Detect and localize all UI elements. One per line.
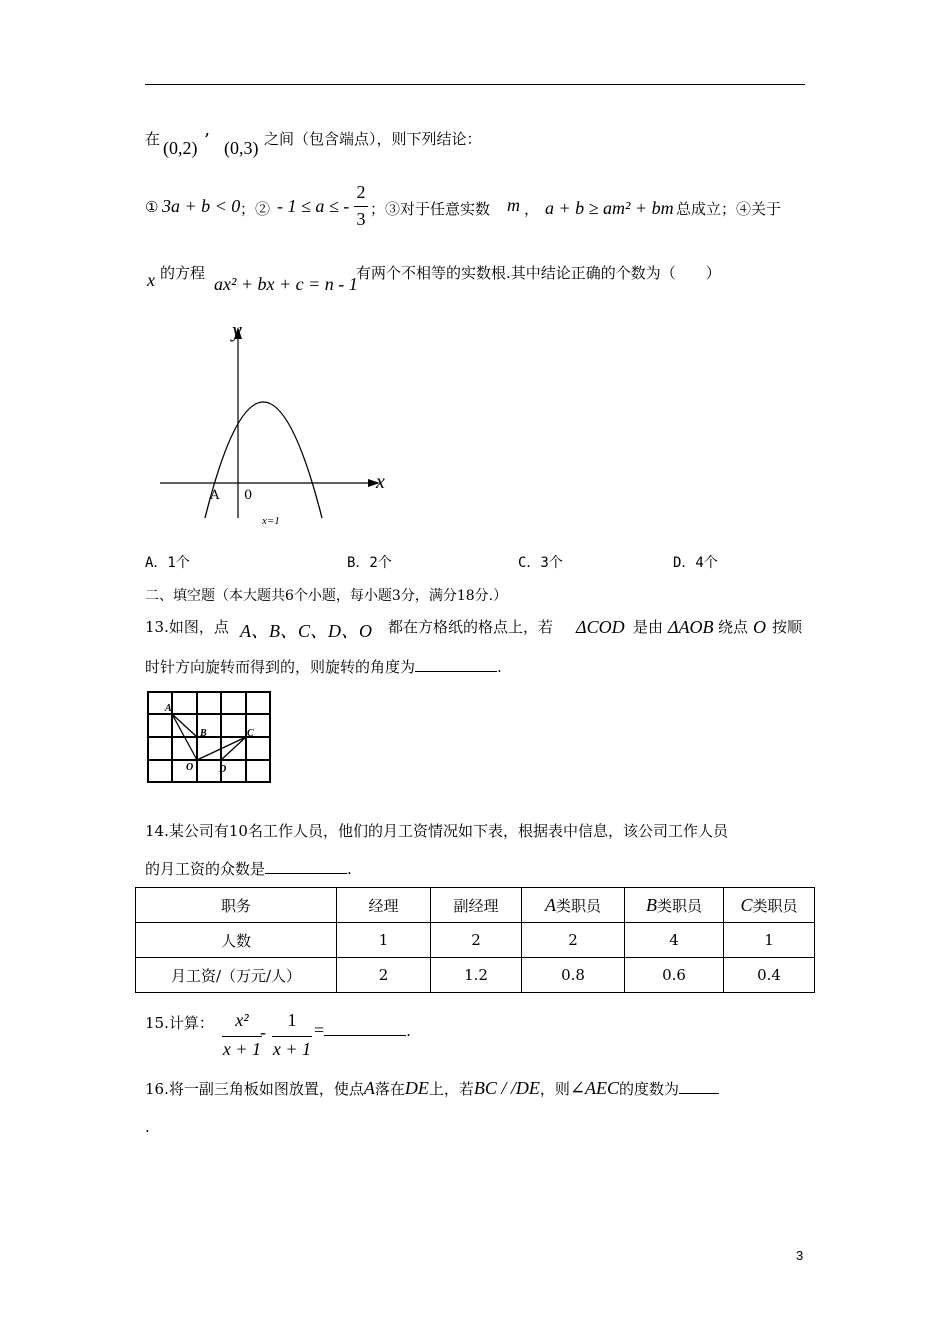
q16-line: 16.将一副三角板如图放置，使点A落在DE上，若BC / /DE，则∠AEC的度数为 bbox=[145, 1078, 719, 1099]
answer-blank[interactable] bbox=[415, 671, 497, 672]
q12-line1-suffix: 之间（包含端点），则下列结论： bbox=[264, 130, 482, 148]
point-a-label: A bbox=[210, 488, 220, 503]
option-c[interactable]: C．3个 bbox=[518, 555, 563, 571]
axis-of-symmetry-label: x=1 bbox=[262, 515, 280, 527]
separator-3: ；③对于任意实数 bbox=[370, 200, 491, 218]
table-cell: 0.6 bbox=[625, 958, 724, 993]
table-cell: 0.4 bbox=[724, 958, 815, 993]
var-m: m bbox=[507, 195, 520, 215]
grid-label-c: C bbox=[247, 728, 254, 739]
q13-mid1: 都在方格纸的格点上，若 bbox=[388, 618, 554, 636]
table-cell: 0.8 bbox=[522, 958, 625, 993]
header-rule bbox=[145, 84, 805, 85]
table-cell: 月工资/（万元/人） bbox=[136, 958, 337, 993]
q13-number: 13.如图，点 bbox=[145, 618, 229, 636]
table-header-row bbox=[136, 888, 815, 923]
q13-line2: 时针方向旋转而得到的，则旋转的角度为 . bbox=[145, 658, 502, 676]
table-cell: 1.2 bbox=[431, 958, 522, 993]
answer-blank[interactable] bbox=[679, 1093, 719, 1094]
table-cell: 经理 bbox=[337, 888, 431, 923]
triangle-aob: ΔAOB bbox=[668, 617, 714, 637]
table-cell: 职务 bbox=[136, 888, 337, 923]
table-cell: 1 bbox=[724, 923, 815, 958]
table-cell: A类职员 bbox=[522, 888, 625, 923]
conclusion-3-suffix: 总成立；④关于 bbox=[676, 200, 782, 218]
conclusion-3: a + b ≥ am² + bm bbox=[545, 198, 674, 218]
q15-label: 15.计算： bbox=[145, 1014, 214, 1032]
table-cell: 人数 bbox=[136, 923, 337, 958]
table-cell: 2 bbox=[337, 958, 431, 993]
q12-line3-mid: 的方程 bbox=[160, 264, 206, 282]
section-heading: 二、填空题（本大题共6个小题，每小题3分，满分18分.） bbox=[145, 588, 508, 604]
table-cell: 副经理 bbox=[431, 888, 522, 923]
q14-line2: 的月工资的众数是 . bbox=[145, 860, 352, 878]
table-row bbox=[136, 923, 815, 958]
q12-line1: 在 bbox=[145, 130, 161, 148]
point-0-2: (0,2) bbox=[163, 138, 198, 158]
segment-ab bbox=[172, 714, 197, 737]
comma: ’ bbox=[204, 130, 210, 151]
fraction-denominator: 3 bbox=[356, 209, 366, 229]
option-d[interactable]: D．4个 bbox=[673, 555, 718, 571]
q13-mid4: 按顺 bbox=[772, 618, 803, 636]
grid-figure bbox=[143, 686, 273, 786]
point-o: O bbox=[753, 617, 766, 637]
separator-4: ， bbox=[524, 200, 540, 218]
var-x: x bbox=[147, 270, 155, 290]
fraction-two-thirds bbox=[354, 182, 368, 230]
fraction-1 bbox=[222, 1010, 262, 1060]
answer-blank[interactable] bbox=[265, 873, 347, 874]
table-cell: 4 bbox=[625, 923, 724, 958]
q16-end: . bbox=[145, 1118, 150, 1136]
table-row bbox=[136, 958, 815, 993]
grid-label-o: O bbox=[186, 762, 194, 773]
option-a[interactable]: A．1个 bbox=[145, 555, 190, 571]
x-axis-label: x bbox=[376, 471, 385, 493]
table-cell: C类职员 bbox=[724, 888, 815, 923]
answer-blank[interactable] bbox=[324, 1035, 406, 1036]
fraction-1-denominator: x + 1 bbox=[222, 1039, 262, 1059]
conclusion-1: 3a + b < 0 bbox=[162, 196, 241, 216]
segment-dc bbox=[221, 737, 246, 760]
parabola-curve bbox=[205, 402, 322, 518]
table-cell: 1 bbox=[337, 923, 431, 958]
q13-mid2: 是由 bbox=[633, 618, 664, 636]
grid-label-a: A bbox=[165, 703, 172, 714]
fraction-numerator: 2 bbox=[356, 182, 366, 202]
page-number: 3 bbox=[796, 1248, 804, 1263]
parabola-graph bbox=[150, 315, 400, 535]
table-cell: B类职员 bbox=[625, 888, 724, 923]
fraction-2 bbox=[272, 1010, 312, 1060]
q13-points: A、B、C、D、O bbox=[240, 621, 372, 641]
table-cell: 2 bbox=[431, 923, 522, 958]
option-b[interactable]: B．2个 bbox=[347, 555, 392, 571]
table-cell: 2 bbox=[522, 923, 625, 958]
conclusion-2: - 1 ≤ a ≤ - bbox=[277, 196, 350, 216]
point-0-3: (0,3) bbox=[224, 138, 259, 158]
y-axis-label: y bbox=[232, 317, 242, 342]
conclusion-1-number: ① bbox=[145, 198, 159, 216]
fraction-2-denominator: x + 1 bbox=[272, 1039, 312, 1059]
separator-2: ；② bbox=[240, 200, 271, 218]
q12-line3-suffix: 有两个不相等的实数根.其中结论正确的个数为（ ） bbox=[356, 264, 721, 282]
q13-mid3: 绕点 bbox=[718, 618, 749, 636]
triangle-cod: ΔCOD bbox=[576, 617, 625, 637]
minus-sign: - bbox=[260, 1022, 266, 1042]
fraction-2-numerator: 1 bbox=[287, 1010, 297, 1030]
fraction-1-numerator: x² bbox=[235, 1010, 249, 1030]
grid-label-d: D bbox=[219, 764, 227, 775]
q15-answer: = . bbox=[314, 1020, 411, 1040]
grid-label-b: B bbox=[200, 728, 207, 739]
conclusion-4-equation: ax² + bx + c = n - 1 bbox=[214, 274, 358, 294]
wage-table bbox=[135, 887, 815, 993]
origin-label: 0 bbox=[244, 488, 253, 503]
q14-line1: 14.某公司有10名工作人员，他们的月工资情况如下表，根据表中信息，该公司工作人员 bbox=[145, 822, 728, 840]
